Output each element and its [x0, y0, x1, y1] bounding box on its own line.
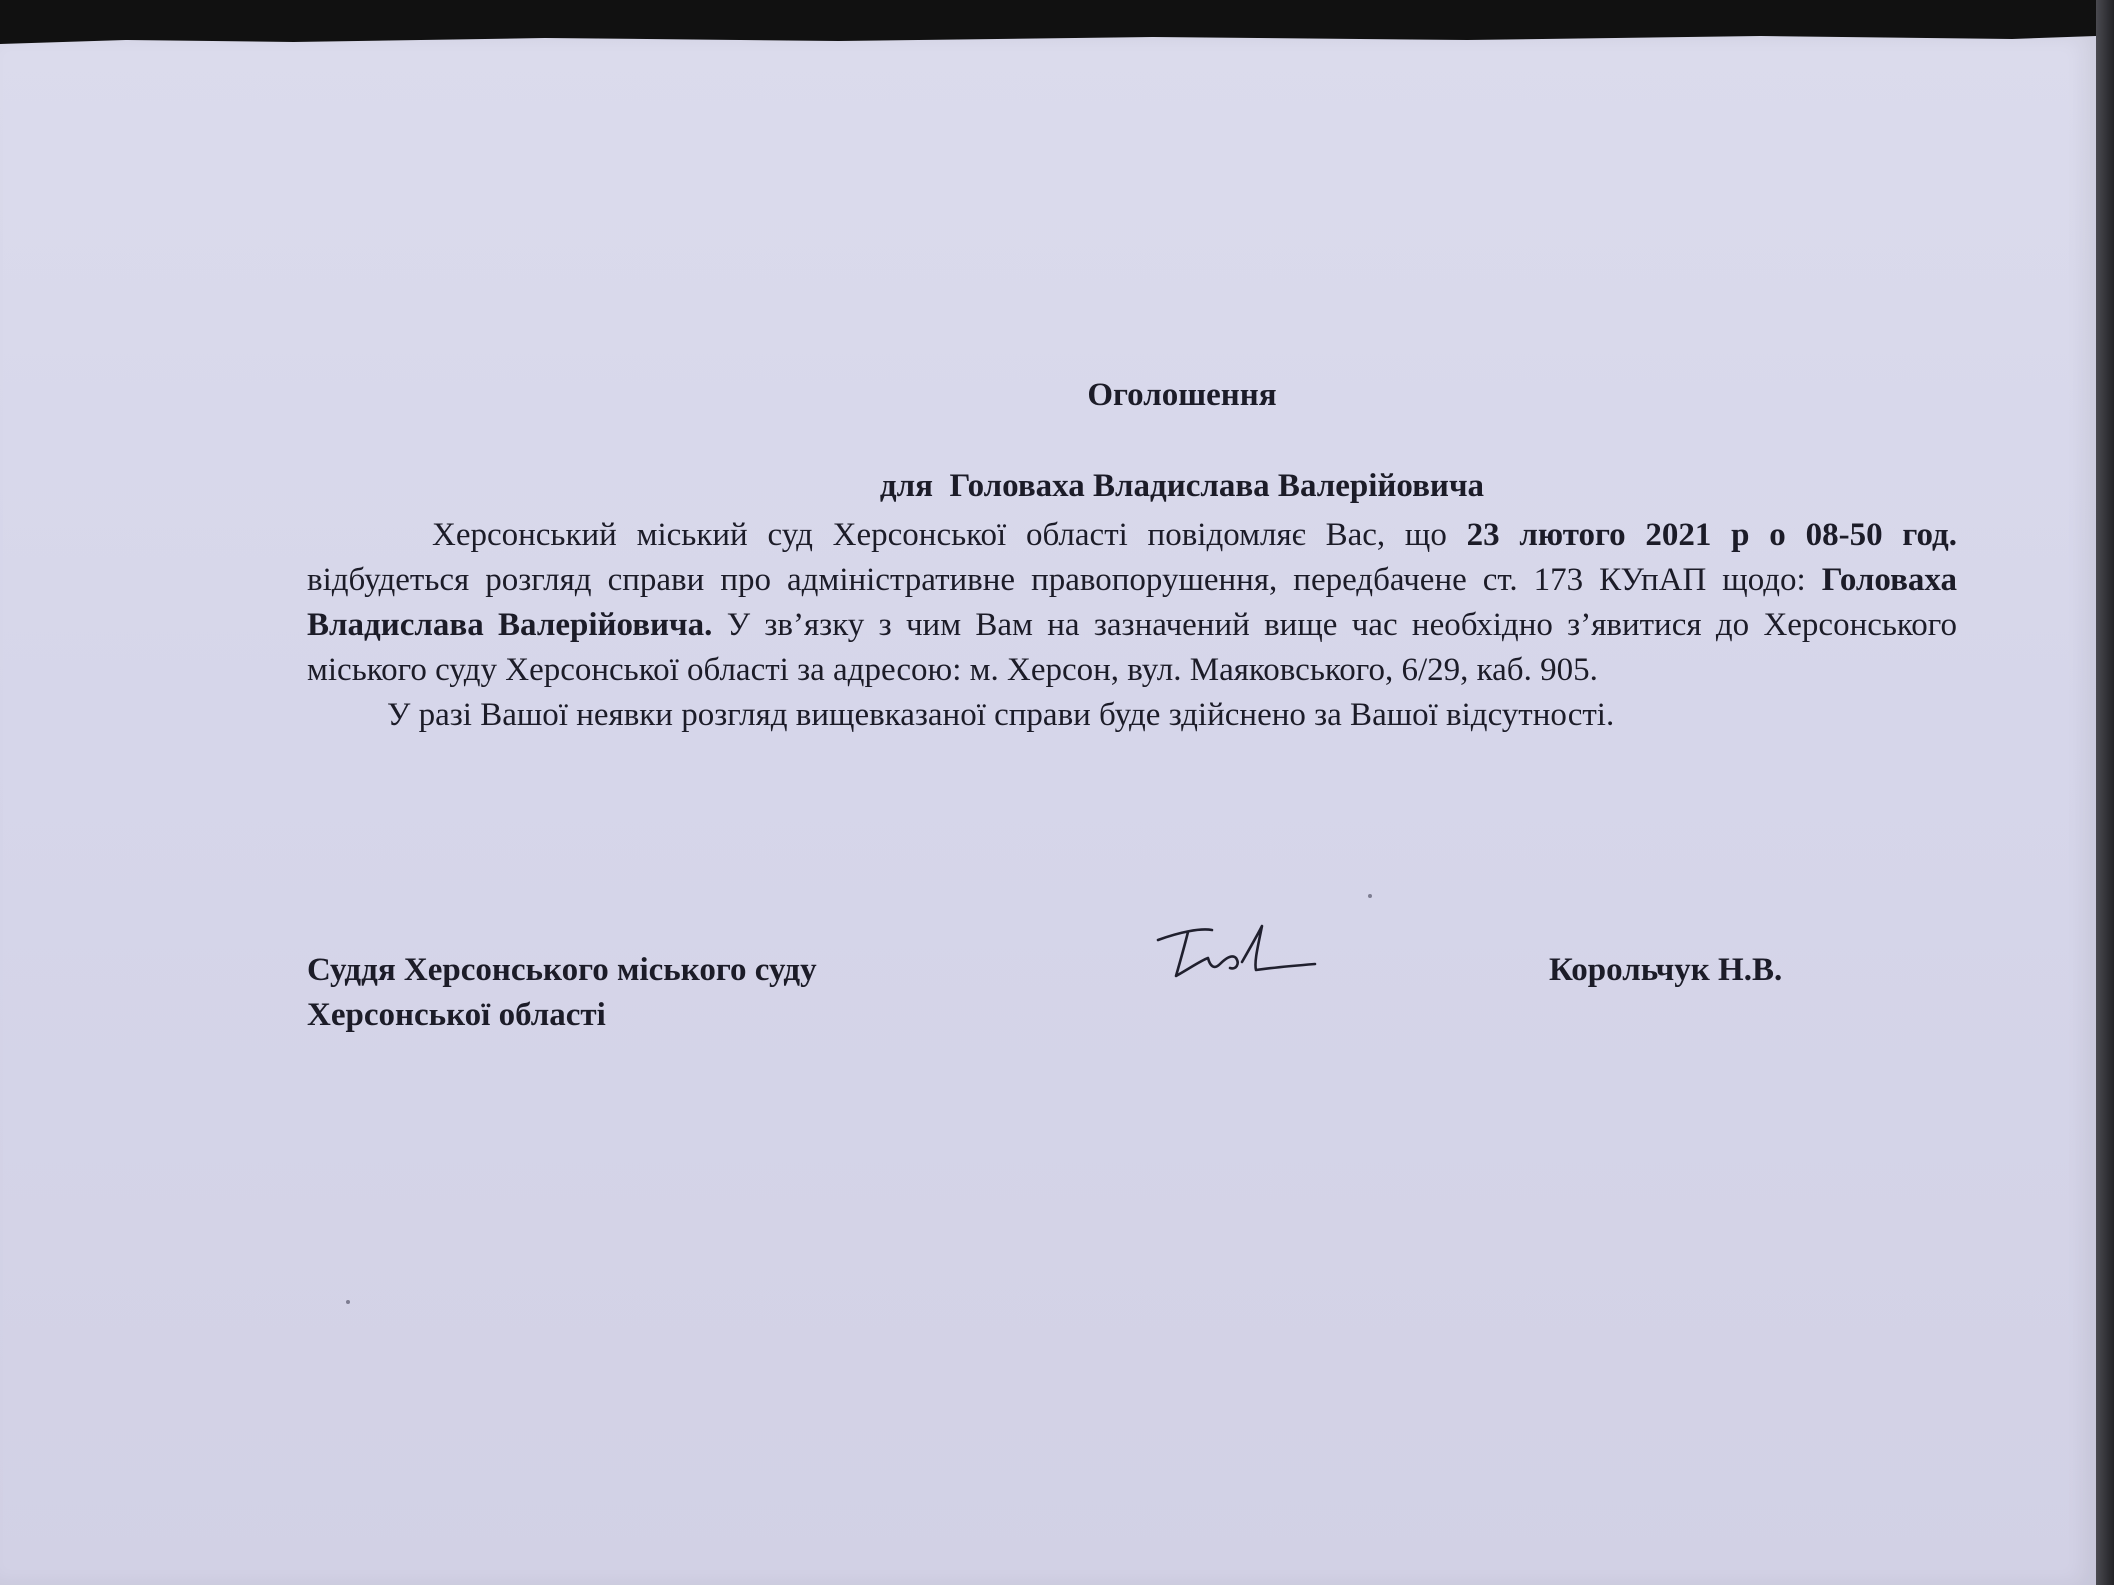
document-body	[307, 373, 1957, 738]
document-title: Оголошення	[1087, 377, 1277, 413]
paper-speck	[1368, 894, 1372, 898]
document-subtitle: для Головаха Владислава Валерійовича	[879, 468, 1485, 504]
defendant-name: Головаха Владислава Валерійовича.	[307, 562, 1957, 643]
judge-position-line: Херсонської області	[307, 997, 606, 1033]
handwritten-signature	[1150, 918, 1320, 998]
paragraph-notice	[307, 513, 1957, 693]
paragraph-text: відбудеться розгляд справи про адміністративне правопорушення, передбачене ст. 173 КУпАП щодо:	[307, 562, 1822, 598]
background-edge	[2096, 0, 2114, 1585]
paper-speck	[346, 1300, 350, 1304]
paper-sheet	[0, 36, 2096, 1585]
judge-position-line: Суддя Херсонського міського суду	[307, 952, 817, 988]
paragraph-text: Херсонський міський суд Херсонської області повідомляє Вас, що	[432, 517, 1467, 553]
paragraph-text: У зв’язку з чим Вам на зазначений вище час необхідно з’явитися до Херсонського міського суду Херсонської області за адресою: м. Херсон, вул. Маяковського, 6/29, каб. 905.	[307, 607, 1958, 688]
judge-name: Корольчук Н.В.	[1549, 952, 1783, 988]
paragraph-absence: У разі Вашої неявки розгляд вищевказаної справи буде здійснено за Вашої відсутності.	[387, 697, 1615, 733]
judge-position	[307, 948, 1007, 1038]
hearing-datetime: 23 лютого 2021 р о 08-50 год.	[1466, 517, 1958, 553]
